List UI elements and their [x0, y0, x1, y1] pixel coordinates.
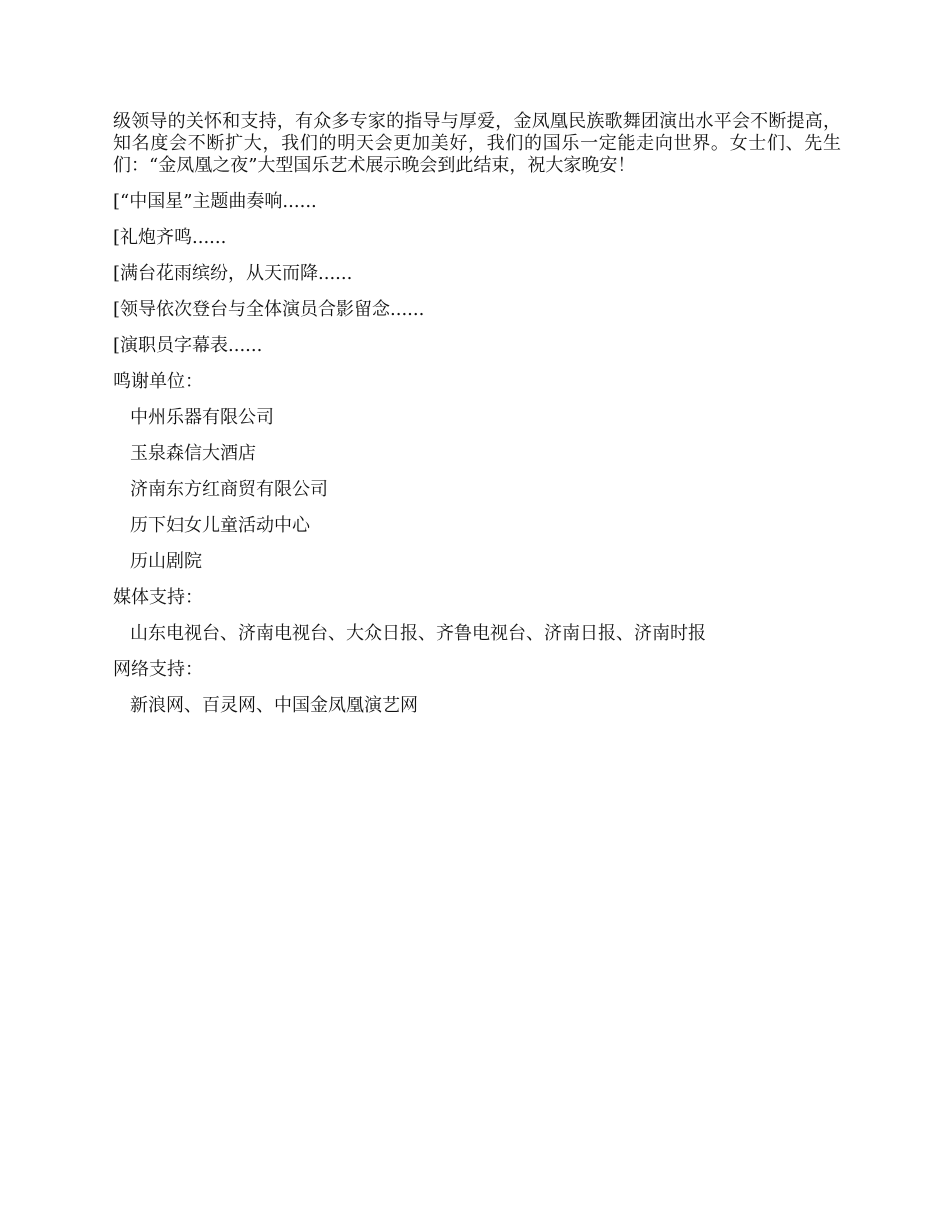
thanks-label: 鸣谢单位：: [113, 371, 203, 392]
thanks-unit: 历山剧院: [130, 551, 202, 572]
stage-direction-flower-rain: [满台花雨缤纷，从天而降......: [113, 263, 353, 284]
closing-paragraph: 级领导的关怀和支持，有众多专家的指导与厚爱，金凤凰民族歌舞团演出水平会不断提高，知名度会不断扩大，我们的明天会更加美好，我们的国乐一定能走向世界。女士们、先生们：“金凤凰之夜”大型国乐艺术展示晚会到此结束，祝大家晚安！: [113, 111, 841, 176]
stage-direction-credits: [演职员字幕表......: [113, 335, 263, 356]
stage-direction-group-photo: [领导依次登台与全体演员合影留念......: [113, 299, 425, 320]
network-list: 新浪网、百灵网、中国金凤凰演艺网: [130, 695, 418, 716]
network-label: 网络支持：: [113, 659, 203, 680]
document-body: [113, 111, 841, 717]
media-label: 媒体支持：: [113, 587, 203, 608]
thanks-unit: 中州乐器有限公司: [130, 407, 274, 428]
thanks-unit: 玉泉森信大酒店: [130, 443, 256, 464]
stage-direction-salute: [礼炮齐鸣......: [113, 227, 227, 248]
stage-direction-theme-song: [“中国星”主题曲奏响......: [113, 191, 317, 212]
thanks-unit: 济南东方红商贸有限公司: [130, 479, 328, 500]
thanks-unit: 历下妇女儿童活动中心: [130, 515, 310, 536]
media-list: 山东电视台、济南电视台、大众日报、齐鲁电视台、济南日报、济南时报: [130, 623, 706, 644]
